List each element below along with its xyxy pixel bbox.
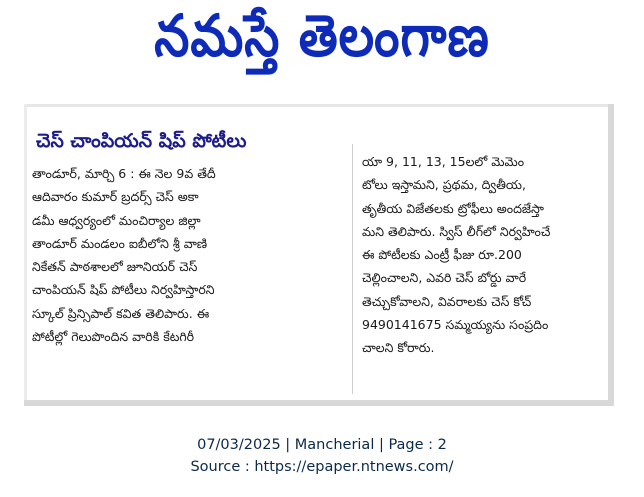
article-line: తెచ్చుకోవాలని, వివరాలకు చెస్ కోచ్: [362, 293, 532, 309]
article-line: పోటీల్లో గెలుపొందిన వారికి కేటగిరీ: [32, 329, 195, 345]
article-clipping: [24, 104, 614, 406]
newspaper-masthead: [0, 0, 644, 86]
article-line: డమీ ఆధ్వర్యంలో మంచిర్యాల జిల్లా: [32, 212, 201, 228]
source-link[interactable]: Source : https://epaper.ntnews.com/: [190, 459, 454, 475]
article-headline: చెస్ చాంపియన్ షిప్ పోటీలు: [36, 130, 247, 152]
article-line: ఆదివారం కుమార్ బ్రదర్స్ చెస్ అకా: [32, 189, 199, 205]
article-line: నికేతన్ పాఠశాలలో జూనియర్ చెస్: [32, 259, 198, 275]
article-line: తాండూర్ మండలం ఐబీలోని శ్రీ వాణి: [32, 235, 208, 251]
article-line: చెల్లించాలని, ఎవరి చెస్ బోర్డు వారే: [362, 270, 527, 286]
article-line: తృతీయ విజేతలకు ట్రోఫీలు అందజేస్తా: [362, 200, 544, 216]
article-line: తాండూర్, మార్చి 6 : ఈ నెల 9వ తేదీ: [32, 166, 216, 181]
article-column-left: [32, 162, 342, 348]
article-column-right: [362, 150, 614, 360]
clip-shadow: [24, 400, 614, 406]
masthead-title: నమస్తే తెలంగాణ: [154, 2, 490, 69]
column-divider: [352, 144, 353, 394]
article-line: ఈ పోటీలకు ఎంట్రీ ఫీజు రూ.200: [362, 247, 522, 263]
article-line: చాలని కోరారు.: [362, 340, 435, 356]
article-line: స్కూల్ ప్రిన్సిపాల్ కవిత తెలిపారు. ఈ: [32, 305, 210, 321]
article-line: చాంపియన్ షిప్ పోటీలు నిర్వహిస్తారని: [32, 282, 215, 298]
article-line: మని తెలిపారు. స్విస్ లీగ్‌లో నిర్వహించే: [362, 223, 551, 239]
article-line: యా 9, 11, 13, 15లలో మెమెం: [362, 154, 525, 169]
clip-border: [24, 104, 614, 107]
clip-border: [24, 104, 27, 406]
article-line: టోలు ఇస్తామని, ప్రథమ, ద్వితీయ,: [362, 177, 526, 193]
article-line: 9490141675 సమ్మయ్యను సంప్రదిం: [362, 317, 549, 333]
edition-info: 07/03/2025 | Mancherial | Page : 2: [197, 437, 447, 453]
